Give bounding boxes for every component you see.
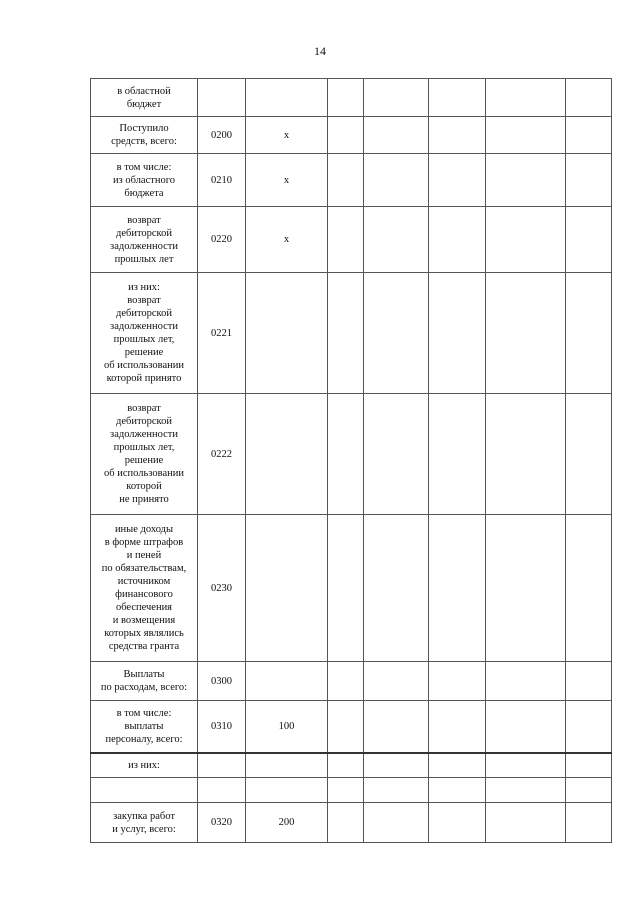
row-label: из них: [91, 753, 198, 778]
row-code [198, 753, 246, 778]
table-row [91, 662, 612, 701]
table-row [91, 154, 612, 207]
row-code: 0222 [198, 394, 246, 515]
row-value-cell: 100 [246, 701, 328, 753]
row-value-cell: 200 [246, 803, 328, 843]
row-label: из них: возврат дебиторской задолженности прошлых лет, решение об использовании которой принято [91, 273, 198, 394]
row-label: возврат дебиторской задолженности прошлых лет, решение об использовании которой не принято [91, 394, 198, 515]
row-label: в том числе: из областного бюджета [91, 154, 198, 207]
table-row [91, 79, 612, 117]
row-label: Поступило средств, всего: [91, 117, 198, 154]
row-label [91, 778, 198, 803]
table-row [91, 515, 612, 662]
row-label: возврат дебиторской задолженности прошлых лет [91, 207, 198, 273]
table-row [91, 803, 612, 843]
table-row [91, 273, 612, 394]
row-code [198, 79, 246, 117]
row-label: закупка работ и услуг, всего: [91, 803, 198, 843]
page-number: 14 [314, 44, 326, 58]
row-code: 0310 [198, 701, 246, 753]
row-label: иные доходы в форме штрафов и пеней по обязательствам, источником финансового обеспечения и возмещения которых являлись средства гранта [91, 515, 198, 662]
row-value-cell [246, 273, 328, 394]
row-value-cell: х [246, 154, 328, 207]
table-row [91, 394, 612, 515]
row-label: в том числе: выплаты персоналу, всего: [91, 701, 198, 753]
row-value-cell [246, 394, 328, 515]
table-row [91, 753, 612, 778]
row-code: 0210 [198, 154, 246, 207]
table-row [91, 778, 612, 803]
row-value-cell [246, 515, 328, 662]
report-table [90, 78, 612, 843]
row-code [198, 778, 246, 803]
row-value-cell [246, 662, 328, 701]
row-code: 0221 [198, 273, 246, 394]
row-value-cell [246, 753, 328, 778]
row-code: 0220 [198, 207, 246, 273]
row-label: Выплаты по расходам, всего: [91, 662, 198, 701]
row-value-cell: х [246, 207, 328, 273]
table-row [91, 207, 612, 273]
table-row [91, 701, 612, 753]
row-value-cell [246, 79, 328, 117]
row-value-cell [246, 778, 328, 803]
row-code: 0320 [198, 803, 246, 843]
row-code: 0230 [198, 515, 246, 662]
row-label: в областной бюджет [91, 79, 198, 117]
row-code: 0200 [198, 117, 246, 154]
row-value-cell: х [246, 117, 328, 154]
row-code: 0300 [198, 662, 246, 701]
table-row [91, 117, 612, 154]
